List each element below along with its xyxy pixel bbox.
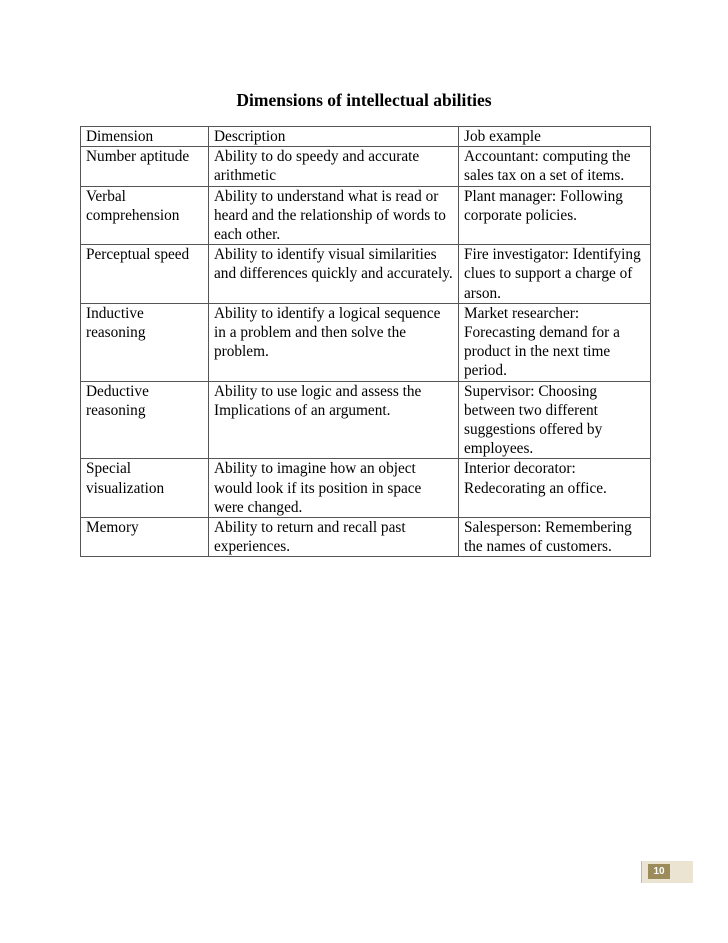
cell-job-example: Fire investigator: Identifying clues to support a charge of arson. xyxy=(459,245,651,304)
cell-description: Ability to do speedy and accurate arithmetic xyxy=(209,147,459,186)
header-description: Description xyxy=(209,127,459,147)
cell-dimension: Verbal comprehension xyxy=(81,186,209,245)
cell-job-example: Supervisor: Choosing between two different suggestions offered by employees. xyxy=(459,381,651,459)
cell-dimension: Deductive reasoning xyxy=(81,381,209,459)
cell-job-example: Plant manager: Following corporate policies. xyxy=(459,186,651,245)
cell-dimension: Number aptitude xyxy=(81,147,209,186)
table-row xyxy=(81,459,651,518)
table-row xyxy=(81,186,651,245)
header-job-example: Job example xyxy=(459,127,651,147)
cell-dimension: Memory xyxy=(81,518,209,557)
cell-job-example: Interior decorator: Redecorating an office. xyxy=(459,459,651,518)
page-number: 10 xyxy=(648,864,670,879)
cell-job-example: Accountant: computing the sales tax on a set of items. xyxy=(459,147,651,186)
table-row xyxy=(81,518,651,557)
page-number-band xyxy=(641,861,693,883)
cell-job-example: Salesperson: Remembering the names of customers. xyxy=(459,518,651,557)
cell-description: Ability to use logic and assess the Implications of an argument. xyxy=(209,381,459,459)
table-row xyxy=(81,147,651,186)
table-row xyxy=(81,381,651,459)
cell-job-example: Market researcher: Forecasting demand for a product in the next time period. xyxy=(459,303,651,381)
header-dimension: Dimension xyxy=(81,127,209,147)
cell-description: Ability to understand what is read or heard and the relationship of words to each other. xyxy=(209,186,459,245)
cell-dimension: Inductive reasoning xyxy=(81,303,209,381)
cell-description: Ability to return and recall past experiences. xyxy=(209,518,459,557)
cell-description: Ability to imagine how an object would look if its position in space were changed. xyxy=(209,459,459,518)
cell-dimension: Special visualization xyxy=(81,459,209,518)
page-title: Dimensions of intellectual abilities xyxy=(236,90,492,110)
cell-dimension: Perceptual speed xyxy=(81,245,209,304)
table-header-row xyxy=(81,127,651,147)
cell-description: Ability to identify a logical sequence in a problem and then solve the problem. xyxy=(209,303,459,381)
abilities-table xyxy=(80,126,651,557)
table-row xyxy=(81,303,651,381)
cell-description: Ability to identify visual similarities and differences quickly and accurately. xyxy=(209,245,459,304)
table-row xyxy=(81,245,651,304)
